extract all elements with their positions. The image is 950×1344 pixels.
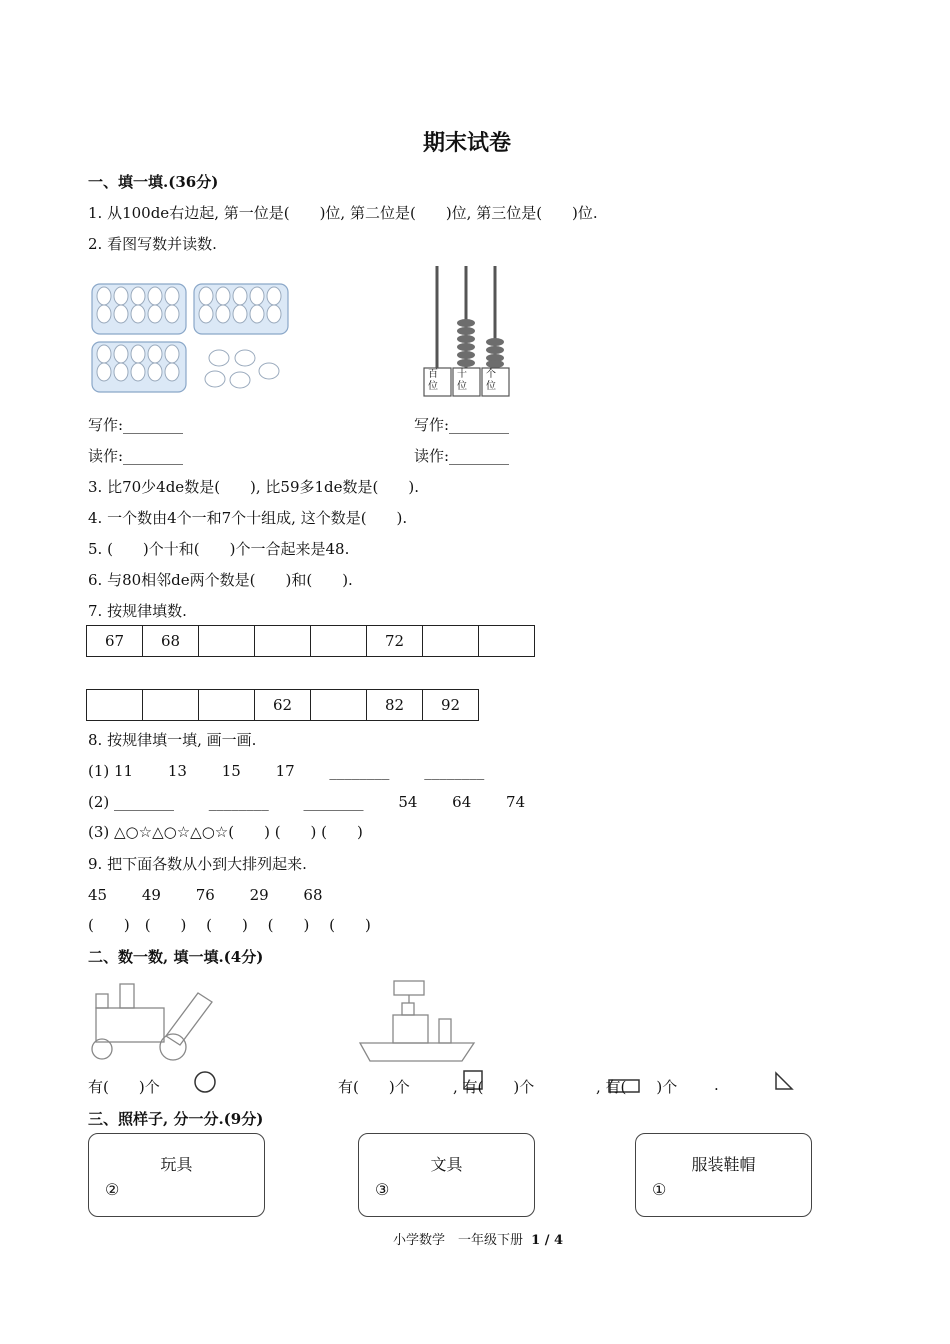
count-triangles-text: , 有( )个 bbox=[596, 1078, 678, 1096]
category-box-number: ② bbox=[105, 1180, 120, 1199]
abacus-write-line: 写作:________ bbox=[414, 416, 510, 434]
sequence-cell bbox=[87, 690, 143, 721]
category-box-title: 文具 bbox=[430, 1155, 463, 1174]
category-box-number: ③ bbox=[375, 1180, 390, 1199]
sequence-cell: 68 bbox=[143, 626, 199, 657]
sequence-cell: 62 bbox=[255, 690, 311, 721]
boat-shape-figure bbox=[356, 975, 481, 1070]
count-circles-text: 有( )个 bbox=[88, 1078, 160, 1096]
sequence-table-1 bbox=[86, 625, 535, 657]
question-9-blanks: ( ) ( ) ( ) ( ) ( ) bbox=[88, 916, 371, 934]
circle-icon bbox=[194, 1071, 218, 1095]
sequence-cell: 82 bbox=[367, 690, 423, 721]
category-box-clothing bbox=[635, 1133, 812, 1217]
category-box-title: 玩具 bbox=[160, 1155, 193, 1174]
question-9-numbers: 45 49 76 29 68 bbox=[88, 886, 323, 904]
question-8-part-1: (1) 11 13 15 17 ________ ________ bbox=[88, 762, 485, 780]
question-1: 1. 从100de右边起, 第一位是( )位, 第二位是( )位, 第三位是( )位. bbox=[88, 204, 598, 222]
abacus-label-hundreds: 百位 bbox=[428, 369, 438, 392]
sequence-cell: 92 bbox=[423, 690, 479, 721]
page-title: 期末试卷 bbox=[423, 130, 512, 156]
sequence-table-2 bbox=[86, 689, 479, 721]
question-7: 7. 按规律填数. bbox=[88, 602, 187, 620]
count-rectangles-text: , 有( )个 bbox=[453, 1078, 535, 1096]
sequence-cell bbox=[479, 626, 535, 657]
sequence-cell bbox=[199, 626, 255, 657]
count-squares-text: 有( )个 bbox=[338, 1078, 410, 1096]
eggs-write-line: 写作:________ bbox=[88, 416, 184, 434]
category-box-title: 服装鞋帽 bbox=[691, 1155, 756, 1174]
sequence-cell: 72 bbox=[367, 626, 423, 657]
footer-text: 小学数学 一年级下册 bbox=[393, 1233, 524, 1248]
question-8-part-2: (2) ________ ________ ________ 54 64 74 bbox=[88, 793, 526, 811]
question-5: 5. ( )个十和( )个一合起来是48. bbox=[88, 540, 350, 558]
egg-trays-illustration bbox=[88, 278, 288, 398]
sequence-cell bbox=[423, 626, 479, 657]
sequence-cell bbox=[255, 626, 311, 657]
page-number: 1 / 4 bbox=[531, 1233, 564, 1248]
abacus-label-ones: 个位 bbox=[486, 369, 496, 392]
page-footer bbox=[393, 1229, 563, 1248]
abacus-label-tens: 十位 bbox=[457, 369, 467, 392]
eggs-read-line: 读作:________ bbox=[88, 447, 184, 465]
question-4: 4. 一个数由4个一和7个十组成, 这个数是( ). bbox=[88, 509, 408, 527]
question-6: 6. 与80相邻de两个数是( )和( ). bbox=[88, 571, 353, 589]
question-3: 3. 比70少4de数是( ), 比59多1de数是( ). bbox=[88, 478, 420, 496]
section-3-heading: 三、照样子, 分一分.(9分) bbox=[88, 1110, 264, 1128]
category-box-toys bbox=[88, 1133, 265, 1217]
count-row-period: . bbox=[714, 1076, 719, 1094]
abacus-read-line: 读作:________ bbox=[414, 447, 510, 465]
sequence-cell bbox=[311, 626, 367, 657]
question-2: 2. 看图写数并读数. bbox=[88, 235, 217, 253]
sequence-cell bbox=[311, 690, 367, 721]
question-8: 8. 按规律填一填, 画一画. bbox=[88, 731, 257, 749]
category-box-number: ① bbox=[652, 1180, 667, 1199]
sequence-cell: 67 bbox=[87, 626, 143, 657]
section-1-heading: 一、填一填.(36分) bbox=[88, 173, 219, 191]
train-shape-figure bbox=[88, 980, 223, 1065]
sequence-cell bbox=[143, 690, 199, 721]
section-2-heading: 二、数一数, 填一填.(4分) bbox=[88, 948, 264, 966]
question-9: 9. 把下面各数从小到大排列起来. bbox=[88, 855, 307, 873]
category-box-stationery bbox=[358, 1133, 535, 1217]
triangle-icon bbox=[774, 1071, 796, 1093]
question-8-part-3: (3) △○☆△○☆△○☆( ) ( ) ( ) bbox=[88, 823, 363, 841]
sequence-cell bbox=[199, 690, 255, 721]
